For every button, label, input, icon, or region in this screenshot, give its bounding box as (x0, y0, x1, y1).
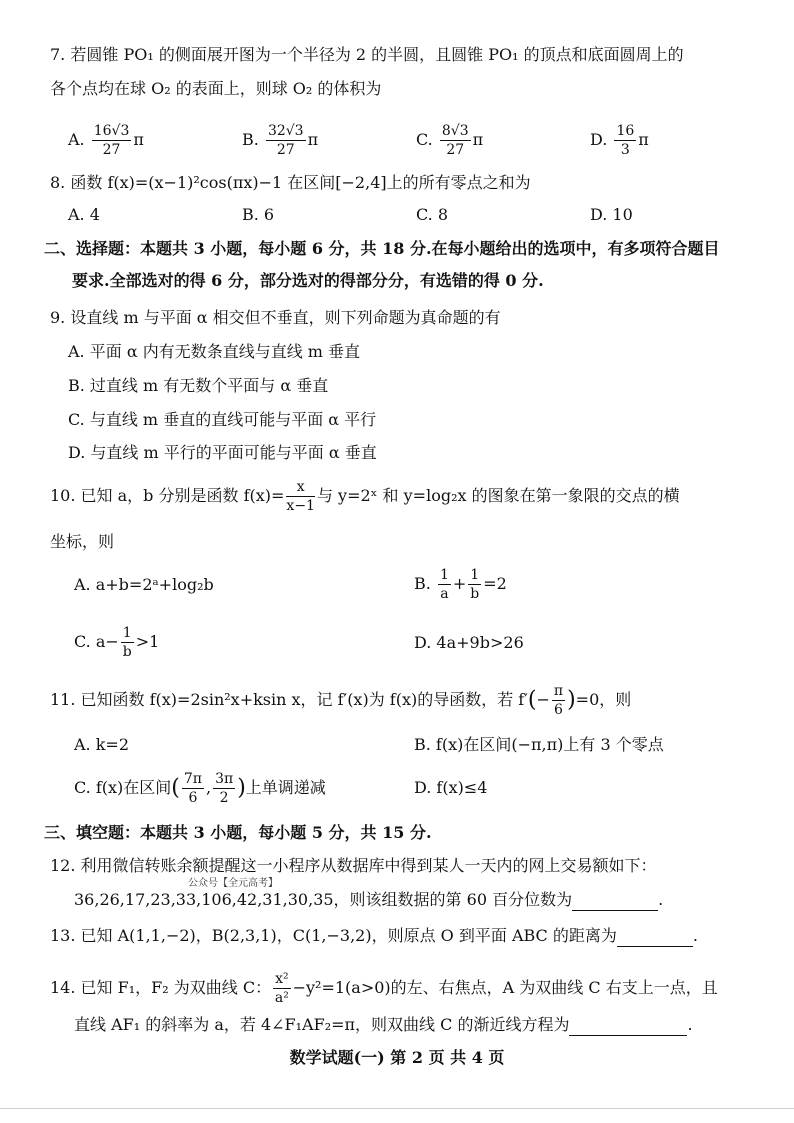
q7-stem-line2: 各个点均在球 O₂ 的表面上，则球 O₂ 的体积为 (50, 79, 382, 98)
q13-answer-blank[interactable] (617, 930, 693, 947)
section2-heading-line1: 二、选择题：本题共 3 小题，每小题 6 分，共 18 分.在每小题给出的选项中，有多项符合题目 (44, 239, 720, 258)
q7-option-a: A. $\frac{16√3}{27}$ π (68, 123, 144, 158)
q7-option-d: D. $\frac{16}{3}$ π (590, 123, 649, 158)
q12-stem-line1: 12. 利用微信转账余额提醒这一小程序从数据库中得到某人一天内的网上交易额如下： (50, 856, 657, 875)
q10-stem-line2: 坐标，则 (50, 532, 115, 551)
q9-option-b: B. 过直线 m 有无数个平面与 α 垂直 (68, 376, 329, 395)
section3-heading: 三、填空题：本题共 3 小题，每小题 5 分，共 15 分. (44, 823, 432, 842)
q14-answer-blank[interactable] (569, 1019, 687, 1036)
q10-option-d: D. 4a+9b>26 (414, 633, 524, 652)
q7-option-c: C. $\frac{8√3}{27}$ π (416, 123, 484, 158)
q9-option-c: C. 与直线 m 垂直的直线可能与平面 α 平行 (68, 410, 377, 429)
q11-option-c: C. f(x)在区间( $\frac{7\pi}{6}$ , $\frac{3\pi}{2}$ )上单调递减 (74, 771, 326, 806)
q10-option-c: C. a− $\frac{1}{b}$ >1 (74, 625, 160, 660)
q10-option-b: B. $\frac{1}{a}$ + $\frac{1}{b}$ =2 (414, 567, 507, 602)
watermark-text: 公众号【全元高考】 (188, 878, 278, 889)
q8-option-b: B. 6 (242, 205, 275, 224)
page-footer: 数学试题(一) 第 2 页 共 4 页 (289, 1048, 505, 1067)
q14-stem-line2: 直线 AF₁ 的斜率为 a，若 4∠F₁AF₂=π，则双曲线 C 的渐近线方程为 . (74, 1015, 693, 1034)
q8-option-d: D. 10 (590, 205, 633, 224)
q7-option-b: B. $\frac{32√3}{27}$ π (242, 123, 319, 158)
q10-option-a: A. a+b=2ᵃ+log₂b (74, 575, 214, 594)
q9-stem: 9. 设直线 m 与平面 α 相交但不垂直，则下列命题为真命题的有 (50, 308, 501, 327)
q8-option-c: C. 8 (416, 205, 449, 224)
q14-stem-line1: 14. 已知 F₁，F₂ 为双曲线 C： $\frac{\text{x²}}{\text{a²}}$ −y²=1(a>0)的左、右焦点，A 为双曲线 C 右支上一点，且 (50, 971, 718, 1006)
q9-option-a: A. 平面 α 内有无数条直线与直线 m 垂直 (68, 342, 361, 361)
q11-stem: 11. 已知函数 f(x)=2sin²x+ksin x，记 f′(x)为 f(x)的导函数，若 f′(− $\frac{\pi}{6}$ )=0，则 (50, 683, 632, 718)
q13-stem: 13. 已知 A(1,1,−2)，B(2,3,1)，C(1,−3,2)，则原点 O 到平面 ABC 的距离为 . (50, 926, 698, 945)
q11-option-d: D. f(x)≤4 (414, 778, 488, 797)
section2-heading-line2: 要求.全部选对的得 6 分，部分选对的得部分分，有选错的得 0 分. (72, 271, 544, 290)
bottom-divider (0, 1108, 794, 1109)
q11-option-a: A. k=2 (74, 735, 130, 754)
q10-stem-line1: 10. 已知 a，b 分别是函数 f(x)= $\frac{x}{x-1}$ 与 y=2ˣ 和 y=log₂x 的图象在第一象限的交点的横 (50, 479, 680, 514)
q9-option-d: D. 与直线 m 平行的平面可能与平面 α 垂直 (68, 443, 377, 462)
q8-option-a: A. 4 (68, 205, 100, 224)
q12-stem-line2: 36,26,17,23,33,106,42,31,30,35，则该组数据的第 60 百分位数为 . (74, 890, 664, 909)
q8-stem: 8. 函数 f(x)=(x−1)²cos(πx)−1 在区间[−2,4]上的所有零点之和为 (50, 173, 531, 192)
q11-option-b: B. f(x)在区间(−π,π)上有 3 个零点 (414, 735, 664, 754)
q7-stem-line1: 7. 若圆锥 PO₁ 的侧面展开图为一个半径为 2 的半圆，且圆锥 PO₁ 的顶点和底面圆周上的 (50, 45, 684, 64)
q12-answer-blank[interactable] (572, 894, 658, 911)
